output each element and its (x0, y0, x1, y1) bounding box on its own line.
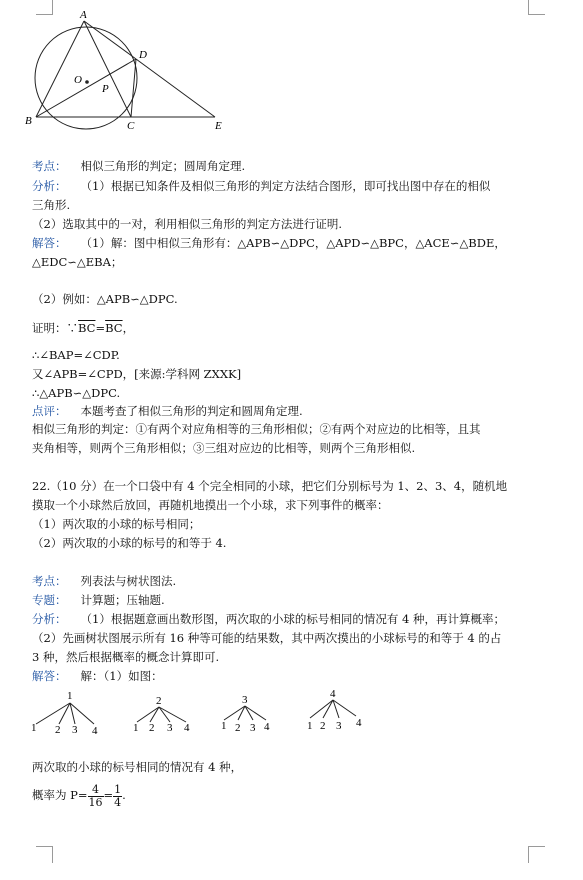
q22-stem-2: 摸取一个小球然后放回，再随机地摸出一个小球，求下列事件的概率： (32, 498, 389, 512)
fenxi-label: 分析： (32, 179, 67, 193)
tree-leaf: 4 (356, 717, 362, 729)
prob-eq: = (103, 788, 114, 802)
fenxi-text: （1）根据已知条件及相似三角形的判定方法结合图形，即可找出图中存在的相似 (80, 179, 491, 193)
label-o: O (74, 74, 82, 86)
frac-num: 4 (88, 784, 104, 797)
tree-3 (221, 694, 270, 734)
label-d: D (139, 49, 147, 61)
q21-apb: 又∠APB=∠CPD，[来源:学科网 ZXXK] (32, 367, 242, 381)
q21-fenxi-cont: 三角形. (32, 198, 71, 212)
q21-fenxi (32, 179, 490, 194)
q21-jieda-cont: △EDC∽△EBA； (32, 255, 123, 269)
q22-stem-1: 22.（10 分）在一个口袋中有 4 个完全相同的小球，把它们分别标号为 1、2、3、4，随机地 (32, 479, 508, 493)
segment-de (136, 59, 215, 117)
prob-end: . (122, 788, 126, 802)
dianping-text: 本题考查了相似三角形的判定和圆周角定理. (80, 404, 303, 418)
tree-leaf: 4 (184, 722, 190, 734)
label-p: P (102, 83, 109, 95)
arc-bc-2: $\overline{BC}$ (105, 321, 123, 335)
q21-jieda (32, 236, 506, 251)
tree-1 (31, 690, 98, 737)
q22-sub-2: （2）两次取的小球的标号的和等于 4. (32, 536, 227, 550)
dianping-label: 点评： (32, 404, 67, 418)
crop-mark-bottom-left (36, 846, 53, 863)
tree-leaf: 2 (320, 720, 326, 732)
tree-leaf: 1 (307, 720, 313, 732)
q22-kaodian (32, 574, 176, 589)
kaodian-text: 列表法与树状图法. (80, 574, 177, 588)
q22-probability (32, 780, 126, 810)
tree-diagrams (26, 686, 376, 738)
segment-ac (84, 21, 131, 117)
kaodian-label: 考点： (32, 159, 67, 173)
tree-root: 3 (242, 694, 248, 706)
q21-fenxi-2: （2）选取其中的一对，利用相似三角形的判定方法进行证明. (32, 217, 342, 231)
center-dot (85, 80, 89, 84)
jieda-label: 解答： (32, 669, 67, 683)
fraction-1-4 (113, 784, 122, 809)
jieda-text: 解：（1）如图： (80, 669, 163, 683)
tree-leaf: 2 (55, 724, 61, 736)
fraction-4-16 (88, 784, 104, 809)
kaodian-text: 相似三角形的判定；圆周角定理. (80, 159, 246, 173)
q21-bap: ∴∠BAP=∠CDP. (32, 348, 120, 362)
tree-leaf: 3 (250, 722, 256, 734)
prob-prefix: 概率为 P= (32, 788, 88, 802)
tree-leaf: 3 (72, 724, 78, 736)
tree-leaf: 1 (31, 722, 37, 734)
label-b: B (25, 115, 32, 127)
crop-mark-bottom-right (528, 846, 545, 863)
q22-fenxi-3: 3 种，然后根据概率的概念计算即可. (32, 650, 220, 664)
q22-zhuanti (32, 593, 165, 608)
fenxi-text: （1）根据题意画出数形图，两次取的小球的标号相同的情况有 4 种，再计算概率； (80, 612, 505, 626)
segment-dc (131, 59, 136, 117)
tree-leaf: 4 (92, 725, 98, 737)
q21-kaodian (32, 159, 245, 174)
arc-bc-1: $\overline{BC}$ (78, 321, 96, 335)
jieda-label: 解答： (32, 236, 67, 250)
tree-leaf: 3 (167, 722, 173, 734)
frac-den: 4 (114, 795, 122, 809)
tree-root: 1 (67, 690, 73, 702)
q21-proof (32, 321, 134, 336)
crop-mark-top-right (528, 0, 545, 15)
tree-leaf: 3 (336, 720, 342, 732)
q21-rule-2: 夹角相等，则两个三角形相似；③三组对应边的比相等，则两个三角形相似. (32, 441, 416, 455)
q21-dianping (32, 404, 303, 419)
label-a: A (80, 9, 87, 21)
tree-root: 4 (330, 688, 336, 700)
q22-sub-1: （1）两次取的小球的标号相同； (32, 517, 201, 531)
q21-example: （2）例如：△APB∽△DPC. (32, 292, 178, 306)
q22-fenxi-2: （2）先画树状图展示所有 16 种等可能的结果数，其中两次摸出的小球标号的和等于 4 的占 (32, 631, 502, 645)
tree-leaf: 1 (221, 720, 227, 732)
label-c: C (127, 120, 135, 132)
tree-leaf: 1 (133, 722, 139, 734)
tree-leaf: 2 (235, 722, 241, 734)
q21-conclusion: ∴△APB∽△DPC. (32, 386, 121, 400)
zhuanti-text: 计算题；压轴题. (80, 593, 165, 607)
proof-eq: = (95, 321, 106, 335)
zhuanti-label: 专题： (32, 593, 67, 607)
tree-leaf: 4 (264, 721, 270, 733)
label-e: E (215, 120, 222, 132)
segment-ad (84, 21, 136, 59)
tree-2 (133, 695, 190, 734)
circle-o (35, 27, 137, 129)
kaodian-label: 考点： (32, 574, 67, 588)
q21-rule-1: 相似三角形的判定：①有两个对应角相等的三角形相似；②有两个对应边的比相等，且其 (32, 422, 481, 436)
tree-leaf: 2 (149, 722, 155, 734)
circle-geometry-figure (22, 6, 242, 136)
q22-result: 两次取的小球的标号相同的情况有 4 种， (32, 760, 243, 774)
proof-prefix: 证明：∵ (32, 321, 78, 335)
q22-jieda (32, 669, 163, 684)
frac-num: 1 (114, 782, 122, 796)
frac-den: 16 (88, 795, 103, 809)
q22-fenxi (32, 612, 505, 627)
tree-4 (307, 688, 362, 732)
tree-root: 2 (156, 695, 162, 707)
proof-suffix: ， (122, 321, 135, 335)
jieda-text: （1）解：图中相似三角形有：△APB∽△DPC，△APD∽△BPC，△ACE∽△BDE， (80, 236, 506, 250)
fenxi-label: 分析： (32, 612, 67, 626)
